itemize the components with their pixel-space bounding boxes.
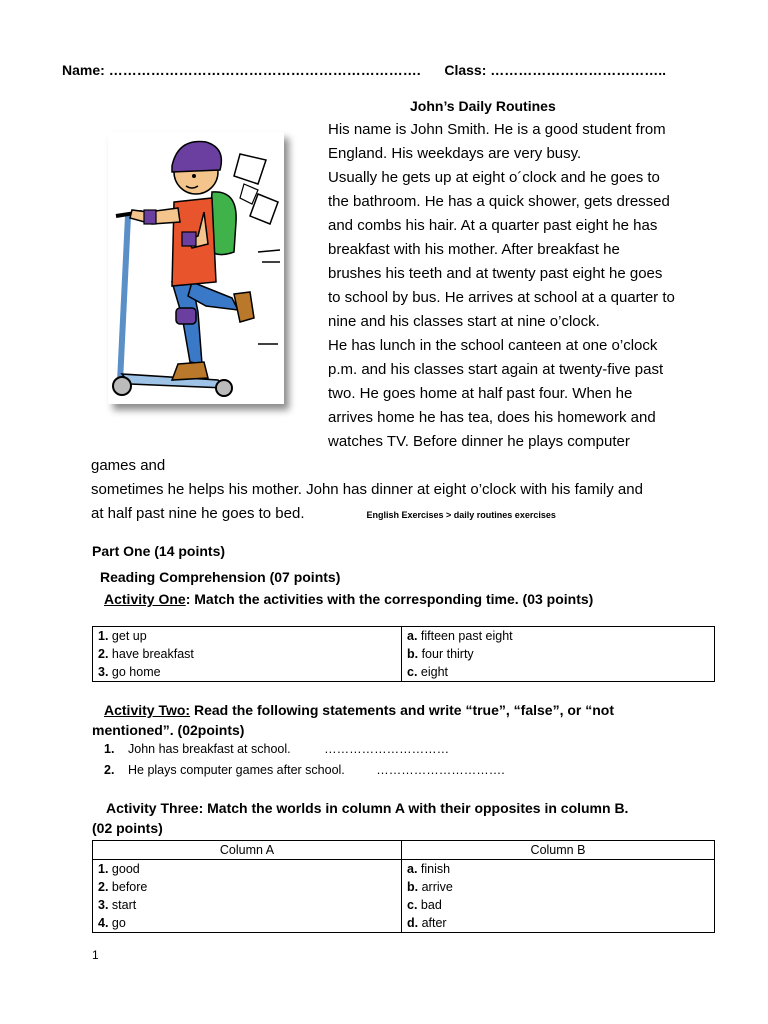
page-number: 1 — [92, 948, 99, 962]
passage-line: watches TV. Before dinner he plays computer — [328, 433, 630, 450]
activity-three-heading: Activity Three: Match the worlds in column A with their opposites in column B. — [106, 800, 629, 816]
activity-one-right-column — [402, 627, 715, 682]
column-a-cell — [93, 860, 402, 933]
activity-two-label: Activity Two: — [104, 702, 191, 718]
passage-last-line — [91, 502, 643, 526]
match-item: 3. go home — [98, 665, 161, 679]
match-item: a. finish — [407, 862, 451, 876]
passage-line-text: at half past nine he goes to bed. — [91, 505, 305, 522]
passage-line: arrives home he has tea, does his homework and — [328, 409, 656, 426]
match-item: 1. get up — [98, 629, 147, 643]
passage-line: sometimes he helps his mother. John has dinner at eight o’clock with his family and — [91, 481, 643, 498]
passage-line: brushes his teeth and at twenty past eight he goes — [328, 265, 663, 282]
answer-blank: …………………………. — [376, 763, 505, 777]
passage-line: to school by bus. He arrives at school at a quarter to — [328, 289, 675, 306]
passage-line: games and — [91, 457, 166, 474]
column-b-cell — [402, 860, 715, 933]
activity-one-label: Activity One — [104, 591, 186, 607]
statement-item: 1. John has breakfast at school. ………………………… — [104, 742, 450, 756]
name-blank: …………………………………………………………. — [108, 62, 421, 78]
passage-line: and combs his hair. At a quarter past eight he has — [328, 217, 658, 234]
class-blank: ……………………………….. — [490, 62, 667, 78]
boy-on-scooter-illustration — [108, 132, 284, 404]
passage-line: p.m. and his classes start again at twenty-five past — [328, 361, 664, 378]
passage-right-column — [328, 118, 675, 454]
part-one-heading: Part One (14 points) — [92, 543, 226, 559]
class-label: Class: — [444, 62, 487, 78]
activity-three-heading-cont: (02 points) — [92, 820, 163, 836]
passage-line: two. He goes home at half past four. When he — [328, 385, 633, 402]
match-item: 2. before — [98, 880, 148, 894]
answer-blank: ………………………… — [324, 742, 450, 756]
activity-three-table — [92, 840, 715, 933]
match-item: c. bad — [407, 898, 442, 912]
reading-comprehension-heading: Reading Comprehension (07 points) — [100, 569, 341, 585]
match-item: 2. have breakfast — [98, 647, 194, 661]
activity-one-table — [92, 626, 715, 682]
passage-title: John’s Daily Routines — [410, 98, 556, 114]
activity-two-heading — [104, 702, 614, 718]
activity-one-heading — [104, 591, 593, 607]
match-item: b. four thirty — [407, 647, 474, 661]
statement-item: 2. He plays computer games after school. …………………………. — [104, 763, 505, 777]
name-class-header — [62, 62, 666, 78]
passage-line: England. His weekdays are very busy. — [328, 145, 582, 162]
match-item: a. fifteen past eight — [407, 629, 513, 643]
activity-one-text: : Match the activities with the corresponding time. (03 points) — [185, 591, 594, 607]
column-b-header: Column B — [402, 841, 715, 860]
match-item: b. arrive — [407, 880, 453, 894]
match-item: 1. good — [98, 862, 140, 876]
activity-two-text: Read the following statements and write “true”, “false”, or “not — [190, 702, 615, 718]
match-item: d. after — [407, 916, 447, 930]
passage-line: the bathroom. He has a quick shower, gets dressed — [328, 193, 670, 210]
column-a-header: Column A — [93, 841, 402, 860]
passage-full-width — [91, 454, 643, 526]
activity-two-heading-cont: mentioned”. (02points) — [92, 722, 245, 738]
passage-line: nine and his classes start at nine o’clock. — [328, 313, 600, 330]
passage-line: His name is John Smith. He is a good student from — [328, 121, 666, 138]
match-item: 4. go — [98, 916, 126, 930]
name-label: Name: — [62, 62, 105, 78]
scooter-boy-image — [108, 132, 284, 404]
match-item: c. eight — [407, 665, 449, 679]
activity-one-left-column — [93, 627, 402, 682]
match-item: 3. start — [98, 898, 137, 912]
passage-line: breakfast with his mother. After breakfast he — [328, 241, 620, 258]
passage-line: He has lunch in the school canteen at one o’clock — [328, 337, 658, 354]
source-note: English Exercises > daily routines exercises — [366, 510, 556, 520]
passage-line: Usually he gets up at eight o´clock and he goes to — [328, 169, 660, 186]
